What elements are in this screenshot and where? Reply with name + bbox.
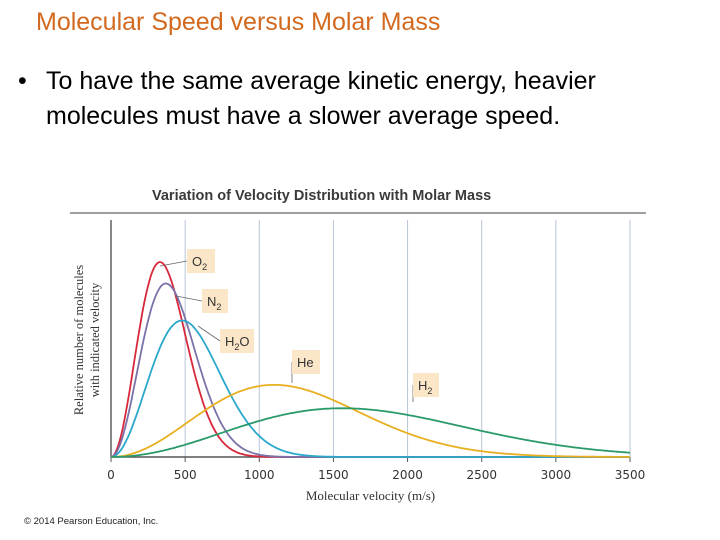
- slide-title: Molecular Speed versus Molar Mass: [36, 8, 441, 36]
- x-tick-label: 2500: [466, 468, 497, 482]
- series-leader-line: [176, 296, 202, 301]
- series-line-n2: [111, 283, 630, 457]
- series-line-he: [111, 385, 630, 457]
- chart-title: Variation of Velocity Distribution with Molar Mass: [152, 188, 492, 204]
- x-tick-label: 500: [173, 468, 197, 482]
- x-tick-label: 3500: [614, 468, 646, 482]
- series-line-h2: [111, 408, 630, 457]
- y-axis-label: with indicated velocity: [88, 282, 102, 398]
- bullet-text: To have the same average kinetic energy, heavier molecules must have a slower average speed.: [46, 67, 596, 130]
- series-line-o2: [111, 262, 630, 457]
- series-label-n2: $N_2$: [207, 294, 222, 312]
- series-line-h2o: [111, 321, 630, 458]
- series-label-h2: $H_2$: [418, 378, 433, 396]
- bullet-dot-icon: •: [18, 67, 27, 95]
- x-tick-label: 0: [107, 468, 115, 482]
- x-tick-label: 1500: [318, 468, 349, 482]
- y-axis-label: Relative number of molecules: [72, 264, 86, 416]
- copyright-notice: © 2014 Pearson Education, Inc.: [24, 516, 159, 527]
- x-axis-label: Molecular velocity (m/s): [305, 488, 436, 503]
- series-label-he: He: [297, 355, 314, 370]
- x-tick-label: 2000: [392, 468, 423, 482]
- x-tick-label: 3000: [540, 468, 572, 482]
- series-label-o2: $O_2$: [192, 254, 208, 272]
- series-label-h2o: $H_2O$: [225, 334, 250, 352]
- x-tick-label: 1000: [244, 468, 275, 482]
